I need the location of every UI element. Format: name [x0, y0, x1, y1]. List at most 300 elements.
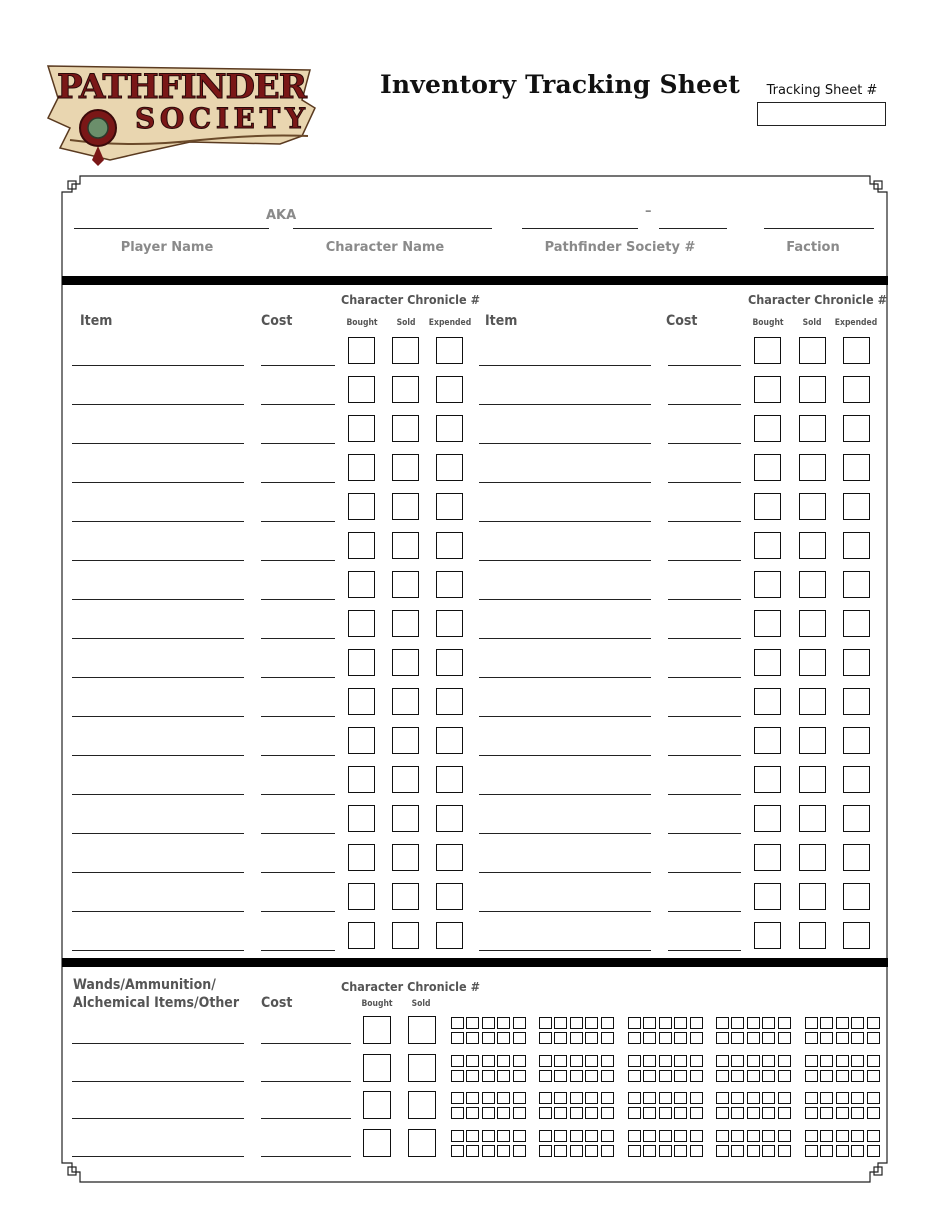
charge-checkbox[interactable] [731, 1145, 744, 1157]
charge-checkbox[interactable] [585, 1032, 598, 1044]
consumable-sold-checkbox[interactable] [408, 1016, 436, 1044]
expended-checkbox-left[interactable] [436, 415, 463, 442]
charge-checkbox[interactable] [482, 1107, 495, 1119]
inventory-cost-line-right[interactable] [668, 677, 741, 678]
charge-checkbox[interactable] [731, 1017, 744, 1029]
inventory-item-line-left[interactable] [72, 911, 244, 912]
charge-checkbox[interactable] [570, 1145, 583, 1157]
charge-checkbox[interactable] [747, 1145, 760, 1157]
sold-checkbox-right[interactable] [799, 493, 826, 520]
charge-checkbox[interactable] [716, 1032, 729, 1044]
bought-checkbox-left[interactable] [348, 493, 375, 520]
inventory-item-line-left[interactable] [72, 443, 244, 444]
inventory-item-line-left[interactable] [72, 755, 244, 756]
charge-checkbox[interactable] [497, 1092, 510, 1104]
charge-checkbox[interactable] [778, 1130, 791, 1142]
consumable-cost-line[interactable] [261, 1156, 351, 1157]
charge-checkbox[interactable] [805, 1130, 818, 1142]
charge-checkbox[interactable] [451, 1017, 464, 1029]
charge-checkbox[interactable] [716, 1145, 729, 1157]
charge-checkbox[interactable] [554, 1032, 567, 1044]
consumable-sold-checkbox[interactable] [408, 1129, 436, 1157]
charge-checkbox[interactable] [690, 1032, 703, 1044]
charge-checkbox[interactable] [731, 1107, 744, 1119]
expended-checkbox-right[interactable] [843, 571, 870, 598]
charge-checkbox[interactable] [762, 1092, 775, 1104]
charge-checkbox[interactable] [601, 1055, 614, 1067]
charge-checkbox[interactable] [805, 1017, 818, 1029]
charge-checkbox[interactable] [716, 1070, 729, 1082]
charge-checkbox[interactable] [451, 1130, 464, 1142]
charge-checkbox[interactable] [628, 1032, 641, 1044]
bought-checkbox-right[interactable] [754, 454, 781, 481]
inventory-item-line-left[interactable] [72, 404, 244, 405]
charge-checkbox[interactable] [805, 1107, 818, 1119]
charge-checkbox[interactable] [513, 1070, 526, 1082]
sold-checkbox-left[interactable] [392, 688, 419, 715]
charge-checkbox[interactable] [482, 1092, 495, 1104]
bought-checkbox-right[interactable] [754, 883, 781, 910]
inventory-cost-line-left[interactable] [261, 638, 335, 639]
charge-checkbox[interactable] [554, 1092, 567, 1104]
charge-checkbox[interactable] [716, 1130, 729, 1142]
charge-checkbox[interactable] [585, 1130, 598, 1142]
charge-checkbox[interactable] [628, 1145, 641, 1157]
charge-checkbox[interactable] [851, 1107, 864, 1119]
consumable-sold-checkbox[interactable] [408, 1091, 436, 1119]
inventory-item-line-right[interactable] [479, 560, 651, 561]
charge-checkbox[interactable] [585, 1055, 598, 1067]
charge-checkbox[interactable] [659, 1092, 672, 1104]
charge-checkbox[interactable] [867, 1107, 880, 1119]
charge-checkbox[interactable] [778, 1017, 791, 1029]
charge-checkbox[interactable] [628, 1017, 641, 1029]
charge-checkbox[interactable] [451, 1107, 464, 1119]
charge-checkbox[interactable] [836, 1032, 849, 1044]
charge-checkbox[interactable] [497, 1107, 510, 1119]
inventory-item-line-right[interactable] [479, 404, 651, 405]
expended-checkbox-right[interactable] [843, 922, 870, 949]
charge-checkbox[interactable] [482, 1145, 495, 1157]
inventory-cost-line-right[interactable] [668, 638, 741, 639]
charge-checkbox[interactable] [762, 1032, 775, 1044]
charge-checkbox[interactable] [747, 1032, 760, 1044]
inventory-cost-line-left[interactable] [261, 599, 335, 600]
charge-checkbox[interactable] [513, 1017, 526, 1029]
charge-checkbox[interactable] [554, 1070, 567, 1082]
charge-checkbox[interactable] [628, 1092, 641, 1104]
charge-checkbox[interactable] [482, 1032, 495, 1044]
charge-checkbox[interactable] [747, 1107, 760, 1119]
inventory-item-line-left[interactable] [72, 677, 244, 678]
bought-checkbox-left[interactable] [348, 727, 375, 754]
faction-line[interactable] [764, 228, 874, 229]
charge-checkbox[interactable] [628, 1107, 641, 1119]
consumable-bought-checkbox[interactable] [363, 1091, 391, 1119]
charge-checkbox[interactable] [690, 1070, 703, 1082]
charge-checkbox[interactable] [716, 1107, 729, 1119]
expended-checkbox-right[interactable] [843, 454, 870, 481]
charge-checkbox[interactable] [836, 1107, 849, 1119]
character-number-line[interactable] [659, 228, 727, 229]
charge-checkbox[interactable] [674, 1107, 687, 1119]
charge-checkbox[interactable] [851, 1055, 864, 1067]
inventory-cost-line-right[interactable] [668, 911, 741, 912]
charge-checkbox[interactable] [820, 1092, 833, 1104]
inventory-cost-line-left[interactable] [261, 482, 335, 483]
charge-checkbox[interactable] [851, 1032, 864, 1044]
bought-checkbox-left[interactable] [348, 922, 375, 949]
charge-checkbox[interactable] [836, 1017, 849, 1029]
inventory-cost-line-left[interactable] [261, 794, 335, 795]
charge-checkbox[interactable] [778, 1107, 791, 1119]
bought-checkbox-right[interactable] [754, 688, 781, 715]
charge-checkbox[interactable] [674, 1055, 687, 1067]
charge-checkbox[interactable] [851, 1092, 864, 1104]
society-number-line[interactable] [522, 228, 638, 229]
consumable-cost-line[interactable] [261, 1043, 351, 1044]
sold-checkbox-left[interactable] [392, 532, 419, 559]
inventory-cost-line-right[interactable] [668, 794, 741, 795]
charge-checkbox[interactable] [466, 1055, 479, 1067]
charge-checkbox[interactable] [867, 1145, 880, 1157]
inventory-cost-line-left[interactable] [261, 872, 335, 873]
expended-checkbox-right[interactable] [843, 688, 870, 715]
bought-checkbox-right[interactable] [754, 844, 781, 871]
charge-checkbox[interactable] [539, 1032, 552, 1044]
charge-checkbox[interactable] [731, 1070, 744, 1082]
expended-checkbox-left[interactable] [436, 727, 463, 754]
charge-checkbox[interactable] [601, 1107, 614, 1119]
charge-checkbox[interactable] [659, 1145, 672, 1157]
charge-checkbox[interactable] [762, 1130, 775, 1142]
charge-checkbox[interactable] [778, 1032, 791, 1044]
charge-checkbox[interactable] [628, 1070, 641, 1082]
charge-checkbox[interactable] [867, 1092, 880, 1104]
expended-checkbox-left[interactable] [436, 883, 463, 910]
expended-checkbox-left[interactable] [436, 610, 463, 637]
charge-checkbox[interactable] [466, 1130, 479, 1142]
inventory-item-line-right[interactable] [479, 482, 651, 483]
charge-checkbox[interactable] [659, 1107, 672, 1119]
consumable-bought-checkbox[interactable] [363, 1129, 391, 1157]
charge-checkbox[interactable] [497, 1130, 510, 1142]
inventory-item-line-left[interactable] [72, 599, 244, 600]
expended-checkbox-right[interactable] [843, 649, 870, 676]
charge-checkbox[interactable] [539, 1107, 552, 1119]
charge-checkbox[interactable] [805, 1070, 818, 1082]
charge-checkbox[interactable] [497, 1070, 510, 1082]
inventory-item-line-left[interactable] [72, 872, 244, 873]
inventory-cost-line-right[interactable] [668, 443, 741, 444]
charge-checkbox[interactable] [674, 1017, 687, 1029]
charge-checkbox[interactable] [482, 1017, 495, 1029]
inventory-cost-line-right[interactable] [668, 599, 741, 600]
expended-checkbox-right[interactable] [843, 532, 870, 559]
charge-checkbox[interactable] [601, 1017, 614, 1029]
charge-checkbox[interactable] [820, 1107, 833, 1119]
charge-checkbox[interactable] [513, 1055, 526, 1067]
sold-checkbox-left[interactable] [392, 727, 419, 754]
charge-checkbox[interactable] [867, 1130, 880, 1142]
consumable-bought-checkbox[interactable] [363, 1054, 391, 1082]
charge-checkbox[interactable] [451, 1032, 464, 1044]
charge-checkbox[interactable] [836, 1070, 849, 1082]
charge-checkbox[interactable] [513, 1145, 526, 1157]
charge-checkbox[interactable] [643, 1055, 656, 1067]
charge-checkbox[interactable] [451, 1055, 464, 1067]
inventory-item-line-right[interactable] [479, 443, 651, 444]
charge-checkbox[interactable] [466, 1092, 479, 1104]
inventory-item-line-right[interactable] [479, 521, 651, 522]
inventory-cost-line-right[interactable] [668, 833, 741, 834]
charge-checkbox[interactable] [554, 1055, 567, 1067]
inventory-cost-line-left[interactable] [261, 365, 335, 366]
charge-checkbox[interactable] [585, 1070, 598, 1082]
charge-checkbox[interactable] [451, 1092, 464, 1104]
inventory-item-line-left[interactable] [72, 365, 244, 366]
inventory-item-line-left[interactable] [72, 950, 244, 951]
expended-checkbox-right[interactable] [843, 727, 870, 754]
inventory-cost-line-left[interactable] [261, 521, 335, 522]
charge-checkbox[interactable] [585, 1107, 598, 1119]
charge-checkbox[interactable] [513, 1032, 526, 1044]
expended-checkbox-left[interactable] [436, 688, 463, 715]
charge-checkbox[interactable] [659, 1032, 672, 1044]
expended-checkbox-left[interactable] [436, 376, 463, 403]
charge-checkbox[interactable] [451, 1070, 464, 1082]
charge-checkbox[interactable] [513, 1107, 526, 1119]
bought-checkbox-left[interactable] [348, 805, 375, 832]
charge-checkbox[interactable] [585, 1017, 598, 1029]
charge-checkbox[interactable] [820, 1055, 833, 1067]
sold-checkbox-right[interactable] [799, 727, 826, 754]
inventory-item-line-right[interactable] [479, 950, 651, 951]
charge-checkbox[interactable] [674, 1092, 687, 1104]
charge-checkbox[interactable] [570, 1130, 583, 1142]
charge-checkbox[interactable] [513, 1130, 526, 1142]
sold-checkbox-right[interactable] [799, 376, 826, 403]
expended-checkbox-left[interactable] [436, 532, 463, 559]
expended-checkbox-right[interactable] [843, 415, 870, 442]
charge-checkbox[interactable] [836, 1130, 849, 1142]
charge-checkbox[interactable] [482, 1130, 495, 1142]
charge-checkbox[interactable] [836, 1092, 849, 1104]
inventory-item-line-left[interactable] [72, 638, 244, 639]
charge-checkbox[interactable] [643, 1145, 656, 1157]
sold-checkbox-left[interactable] [392, 493, 419, 520]
charge-checkbox[interactable] [747, 1130, 760, 1142]
charge-checkbox[interactable] [497, 1032, 510, 1044]
charge-checkbox[interactable] [601, 1145, 614, 1157]
expended-checkbox-right[interactable] [843, 805, 870, 832]
charge-checkbox[interactable] [513, 1092, 526, 1104]
expended-checkbox-left[interactable] [436, 922, 463, 949]
charge-checkbox[interactable] [716, 1092, 729, 1104]
charge-checkbox[interactable] [820, 1070, 833, 1082]
charge-checkbox[interactable] [851, 1145, 864, 1157]
charge-checkbox[interactable] [778, 1070, 791, 1082]
inventory-cost-line-right[interactable] [668, 872, 741, 873]
sold-checkbox-left[interactable] [392, 922, 419, 949]
sold-checkbox-left[interactable] [392, 415, 419, 442]
charge-checkbox[interactable] [778, 1145, 791, 1157]
bought-checkbox-left[interactable] [348, 454, 375, 481]
bought-checkbox-right[interactable] [754, 415, 781, 442]
expended-checkbox-right[interactable] [843, 883, 870, 910]
bought-checkbox-right[interactable] [754, 766, 781, 793]
inventory-item-line-right[interactable] [479, 755, 651, 756]
consumable-bought-checkbox[interactable] [363, 1016, 391, 1044]
charge-checkbox[interactable] [820, 1130, 833, 1142]
charge-checkbox[interactable] [643, 1130, 656, 1142]
bought-checkbox-right[interactable] [754, 571, 781, 598]
charge-checkbox[interactable] [690, 1055, 703, 1067]
charge-checkbox[interactable] [554, 1107, 567, 1119]
charge-checkbox[interactable] [674, 1145, 687, 1157]
charge-checkbox[interactable] [674, 1032, 687, 1044]
charge-checkbox[interactable] [690, 1130, 703, 1142]
charge-checkbox[interactable] [570, 1092, 583, 1104]
inventory-item-line-right[interactable] [479, 833, 651, 834]
inventory-cost-line-left[interactable] [261, 716, 335, 717]
charge-checkbox[interactable] [570, 1107, 583, 1119]
player-name-line[interactable] [74, 228, 269, 229]
sold-checkbox-left[interactable] [392, 571, 419, 598]
charge-checkbox[interactable] [601, 1130, 614, 1142]
sold-checkbox-right[interactable] [799, 337, 826, 364]
charge-checkbox[interactable] [690, 1107, 703, 1119]
consumable-item-line[interactable] [72, 1081, 244, 1082]
charge-checkbox[interactable] [747, 1092, 760, 1104]
sold-checkbox-right[interactable] [799, 922, 826, 949]
charge-checkbox[interactable] [836, 1055, 849, 1067]
charge-checkbox[interactable] [466, 1017, 479, 1029]
inventory-cost-line-right[interactable] [668, 404, 741, 405]
inventory-item-line-right[interactable] [479, 677, 651, 678]
charge-checkbox[interactable] [585, 1145, 598, 1157]
inventory-item-line-right[interactable] [479, 716, 651, 717]
charge-checkbox[interactable] [497, 1055, 510, 1067]
charge-checkbox[interactable] [659, 1130, 672, 1142]
inventory-cost-line-left[interactable] [261, 911, 335, 912]
charge-checkbox[interactable] [659, 1055, 672, 1067]
sold-checkbox-left[interactable] [392, 376, 419, 403]
charge-checkbox[interactable] [482, 1055, 495, 1067]
bought-checkbox-left[interactable] [348, 610, 375, 637]
charge-checkbox[interactable] [690, 1145, 703, 1157]
charge-checkbox[interactable] [762, 1017, 775, 1029]
sold-checkbox-right[interactable] [799, 649, 826, 676]
charge-checkbox[interactable] [778, 1055, 791, 1067]
charge-checkbox[interactable] [451, 1145, 464, 1157]
inventory-item-line-right[interactable] [479, 911, 651, 912]
sold-checkbox-left[interactable] [392, 610, 419, 637]
inventory-item-line-left[interactable] [72, 482, 244, 483]
charge-checkbox[interactable] [497, 1145, 510, 1157]
charge-checkbox[interactable] [554, 1145, 567, 1157]
inventory-cost-line-right[interactable] [668, 950, 741, 951]
charge-checkbox[interactable] [690, 1017, 703, 1029]
charge-checkbox[interactable] [867, 1017, 880, 1029]
charge-checkbox[interactable] [820, 1032, 833, 1044]
bought-checkbox-right[interactable] [754, 493, 781, 520]
inventory-item-line-right[interactable] [479, 599, 651, 600]
charge-checkbox[interactable] [762, 1107, 775, 1119]
charge-checkbox[interactable] [643, 1107, 656, 1119]
bought-checkbox-right[interactable] [754, 337, 781, 364]
charge-checkbox[interactable] [539, 1145, 552, 1157]
charge-checkbox[interactable] [643, 1017, 656, 1029]
sold-checkbox-left[interactable] [392, 883, 419, 910]
bought-checkbox-right[interactable] [754, 376, 781, 403]
charge-checkbox[interactable] [643, 1092, 656, 1104]
sold-checkbox-right[interactable] [799, 415, 826, 442]
bought-checkbox-right[interactable] [754, 532, 781, 559]
expended-checkbox-left[interactable] [436, 649, 463, 676]
charge-checkbox[interactable] [466, 1145, 479, 1157]
charge-checkbox[interactable] [820, 1145, 833, 1157]
charge-checkbox[interactable] [851, 1017, 864, 1029]
bought-checkbox-right[interactable] [754, 649, 781, 676]
charge-checkbox[interactable] [539, 1070, 552, 1082]
inventory-item-line-right[interactable] [479, 872, 651, 873]
charge-checkbox[interactable] [628, 1055, 641, 1067]
inventory-cost-line-left[interactable] [261, 950, 335, 951]
charge-checkbox[interactable] [747, 1017, 760, 1029]
charge-checkbox[interactable] [820, 1017, 833, 1029]
charge-checkbox[interactable] [851, 1070, 864, 1082]
inventory-item-line-left[interactable] [72, 560, 244, 561]
charge-checkbox[interactable] [867, 1032, 880, 1044]
charge-checkbox[interactable] [778, 1092, 791, 1104]
bought-checkbox-right[interactable] [754, 805, 781, 832]
charge-checkbox[interactable] [643, 1032, 656, 1044]
consumable-cost-line[interactable] [261, 1118, 351, 1119]
expended-checkbox-right[interactable] [843, 493, 870, 520]
charge-checkbox[interactable] [836, 1145, 849, 1157]
inventory-item-line-left[interactable] [72, 521, 244, 522]
sold-checkbox-right[interactable] [799, 454, 826, 481]
charge-checkbox[interactable] [805, 1055, 818, 1067]
inventory-item-line-right[interactable] [479, 794, 651, 795]
charge-checkbox[interactable] [716, 1055, 729, 1067]
charge-checkbox[interactable] [643, 1070, 656, 1082]
charge-checkbox[interactable] [466, 1107, 479, 1119]
charge-checkbox[interactable] [762, 1145, 775, 1157]
inventory-cost-line-right[interactable] [668, 365, 741, 366]
bought-checkbox-left[interactable] [348, 883, 375, 910]
charge-checkbox[interactable] [585, 1092, 598, 1104]
charge-checkbox[interactable] [762, 1055, 775, 1067]
sold-checkbox-right[interactable] [799, 805, 826, 832]
charge-checkbox[interactable] [747, 1070, 760, 1082]
charge-checkbox[interactable] [805, 1092, 818, 1104]
sold-checkbox-right[interactable] [799, 766, 826, 793]
charge-checkbox[interactable] [466, 1032, 479, 1044]
bought-checkbox-right[interactable] [754, 727, 781, 754]
expended-checkbox-left[interactable] [436, 337, 463, 364]
inventory-item-line-left[interactable] [72, 794, 244, 795]
expended-checkbox-left[interactable] [436, 766, 463, 793]
sold-checkbox-left[interactable] [392, 805, 419, 832]
charge-checkbox[interactable] [539, 1092, 552, 1104]
inventory-cost-line-right[interactable] [668, 755, 741, 756]
bought-checkbox-left[interactable] [348, 376, 375, 403]
inventory-cost-line-left[interactable] [261, 833, 335, 834]
consumable-sold-checkbox[interactable] [408, 1054, 436, 1082]
bought-checkbox-right[interactable] [754, 610, 781, 637]
